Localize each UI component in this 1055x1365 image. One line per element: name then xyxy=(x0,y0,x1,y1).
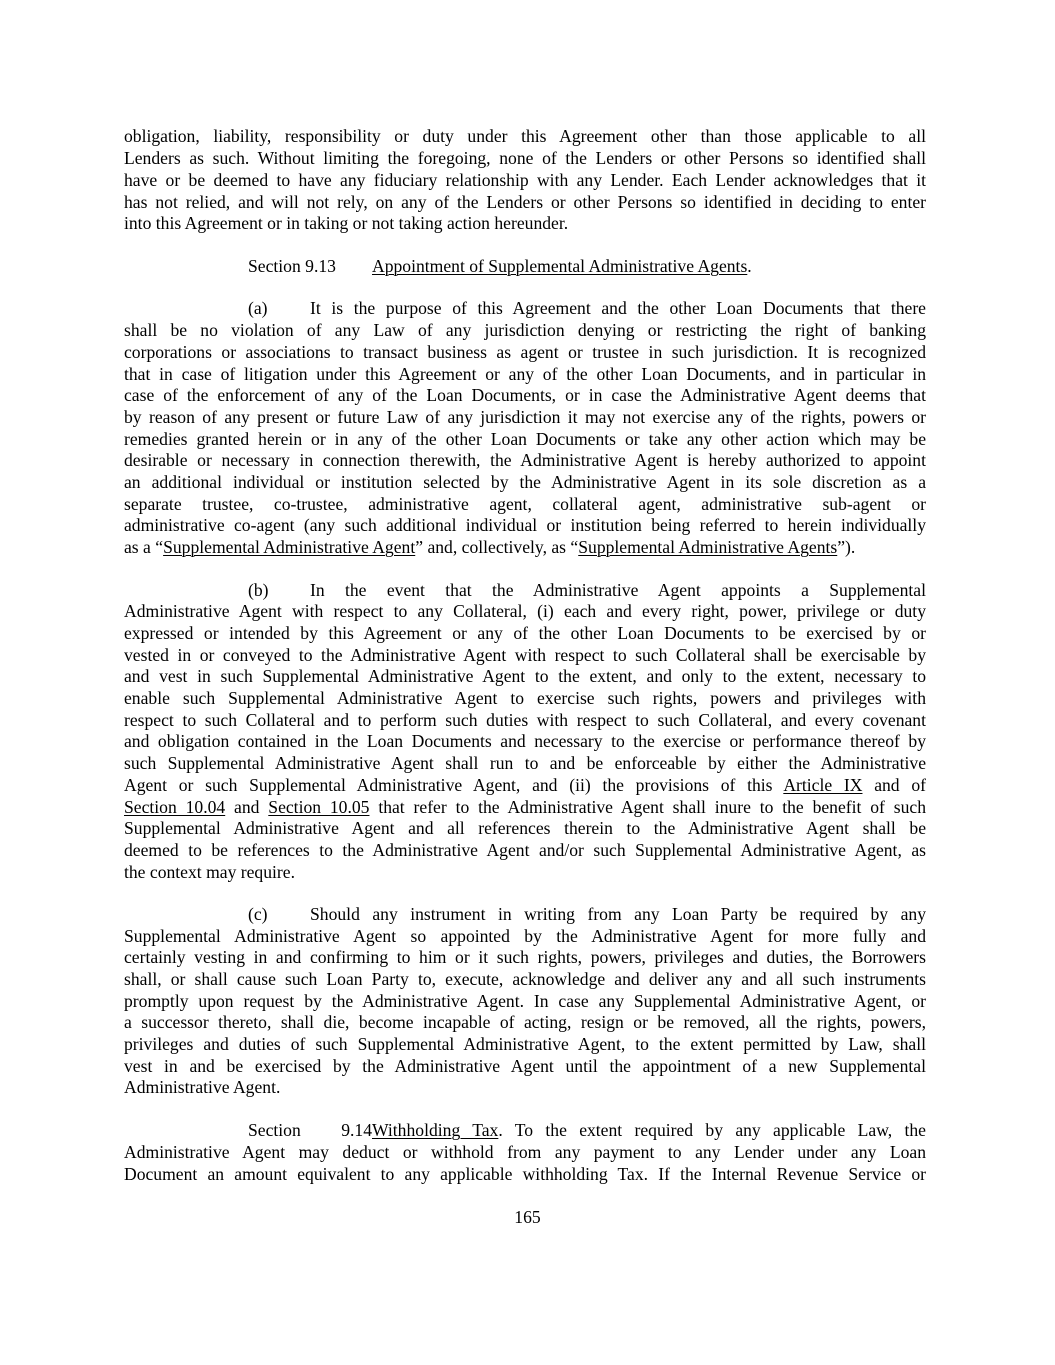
paragraph-label: (c) xyxy=(248,904,268,924)
section-title-period: . xyxy=(747,256,752,276)
text-line: shall, or shall cause such Loan Party to, execute, acknowledge and deliver any and all such instruments xyxy=(124,969,926,989)
defined-term: Supplemental Administrative Agent xyxy=(163,537,416,557)
text-line: shall be no violation of any Law of any jurisdiction denying or restricting the right of banking xyxy=(124,320,926,340)
text-line: expressed or intended by this Agreement or any of the other Loan Documents to be exercised by or xyxy=(124,623,926,643)
text-line: Document an amount equivalent to any applicable withholding Tax. If the Internal Revenue Service or xyxy=(124,1164,926,1184)
text-line: obligation, liability, responsibility or duty under this Agreement other than those applicable to all xyxy=(124,126,926,146)
text-line: has not relied, and will not rely, on any of the Lenders or other Persons so identified in deciding to enter xyxy=(124,192,926,212)
text-run: and of xyxy=(862,775,927,795)
text-line: Administrative Agent with respect to any Collateral, (i) each and every right, power, privilege or duty xyxy=(124,601,926,621)
text-run: as a “ xyxy=(124,537,164,557)
paragraph-text: Should any instrument in writing from any Loan Party be required by any xyxy=(310,904,926,924)
text-line: promptly upon request by the Administrative Agent. In case any Supplemental Administrative Agent, or xyxy=(124,991,926,1011)
text-line: vest in and be exercised by the Administrative Agent until the appointment of a new Supplemental xyxy=(124,1056,926,1076)
text-line: Lenders as such. Without limiting the foregoing, none of the Lenders or other Persons so identified shall xyxy=(124,148,926,168)
text-run: that refer to the Administrative Agent shall inure to the benefit of such xyxy=(369,797,926,817)
text-line: Administrative Agent may deduct or withhold from any payment to any Lender under any Loan xyxy=(124,1142,926,1162)
article-ix-link[interactable]: Article IX xyxy=(783,775,863,795)
paragraph-first-line xyxy=(248,579,926,601)
text-line: desirable or necessary in connection therewith, the Administrative Agent is hereby authorized to appoint xyxy=(124,450,926,470)
section-10-05-link[interactable]: Section 10.05 xyxy=(268,797,370,817)
section-number: Section 9.13 xyxy=(248,256,336,276)
text-line: that in case of litigation under this Agreement or any of the other Loan Documents, and in particular in xyxy=(124,364,926,384)
section-9-14-first-line xyxy=(248,1119,926,1141)
text-run: Agent or such Supplemental Administrative Agent, and (ii) the provisions of this xyxy=(124,775,784,795)
text-line: an additional individual or institution selected by the Administrative Agent in its sole discretion as a xyxy=(124,472,926,492)
paragraph-text: It is the purpose of this Agreement and the other Loan Documents that there xyxy=(310,298,926,318)
text-line: remedies granted herein or in any of the other Loan Documents or take any other action which may be xyxy=(124,429,926,449)
section-9-13-heading xyxy=(248,255,752,277)
paragraph-first-line xyxy=(248,903,926,925)
text-run: ” and, collectively, as “ xyxy=(415,537,579,557)
text-line: and obligation contained in the Loan Documents and necessary to the exercise or performance thereof by xyxy=(124,731,926,751)
text-run: ”). xyxy=(837,537,856,557)
defined-term: Supplemental Administrative Agents xyxy=(578,537,838,557)
text-line: and vest in such Supplemental Administrative Agent to the extent, and only to the extent, necessary to xyxy=(124,666,926,686)
text-line: a successor thereto, shall die, become incapable of acting, resign or be removed, all the rights, powers, xyxy=(124,1012,926,1032)
section-title: Appointment of Supplemental Administrative Agents xyxy=(372,256,748,276)
text-line: Supplemental Administrative Agent and all references therein to the Administrative Agent shall be xyxy=(124,818,926,838)
text-line: vested in or conveyed to the Administrative Agent with respect to such Collateral shall be exercisable by xyxy=(124,645,926,665)
text-line: respect to such Collateral and to perform such duties with respect to such Collateral, and every covenant xyxy=(124,710,926,730)
text-line: have or be deemed to have any fiduciary relationship with any Lender. Each Lender acknowledges that it xyxy=(124,170,926,190)
text-line: such Supplemental Administrative Agent shall run to and be enforceable by either the Administrative xyxy=(124,753,926,773)
text-line: case of the enforcement of any of the Loan Documents, or in case the Administrative Agent deems that xyxy=(124,385,926,405)
text-line: enable such Supplemental Administrative Agent to exercise such rights, powers and privileges with xyxy=(124,688,926,708)
paragraph-first-line xyxy=(248,297,926,319)
text-line: administrative co-agent (any such additional individual or institution being referred to herein individually xyxy=(124,515,926,535)
text-line xyxy=(124,536,926,558)
section-number: Section 9.14 xyxy=(248,1120,372,1140)
text-run: . To the extent required by any applicable Law, the xyxy=(498,1120,926,1140)
paragraph-text: In the event that the Administrative Agent appoints a Supplemental xyxy=(310,580,926,600)
text-line: Administrative Agent. xyxy=(124,1077,281,1097)
text-line xyxy=(124,774,926,796)
paragraph-label: (a) xyxy=(248,298,268,318)
text-line: the context may require. xyxy=(124,862,295,882)
page-number: 165 xyxy=(514,1207,541,1227)
text-run: and xyxy=(225,797,269,817)
text-line: privileges and duties of such Supplemental Administrative Agent, to the extent permitted by Law, shall xyxy=(124,1034,926,1054)
text-line: by reason of any present or future Law of any jurisdiction it may not exercise any of the rights, powers or xyxy=(124,407,926,427)
text-line: separate trustee, co-trustee, administrative agent, collateral agent, administrative sub-agent or xyxy=(124,494,926,514)
paragraph-label: (b) xyxy=(248,580,269,600)
text-line: deemed to be references to the Administrative Agent and/or such Supplemental Administrative Agent, as xyxy=(124,840,926,860)
text-line: corporations or associations to transact business as agent or trustee in such jurisdiction. It is recognized xyxy=(124,342,926,362)
text-line: Supplemental Administrative Agent so appointed by the Administrative Agent for more fully and xyxy=(124,926,926,946)
section-title: Withholding Tax xyxy=(372,1120,499,1140)
text-line: into this Agreement or in taking or not taking action hereunder. xyxy=(124,213,569,233)
section-10-04-link[interactable]: Section 10.04 xyxy=(124,797,226,817)
text-line: certainly vesting in and confirming to him or it such rights, powers, privileges and duties, the Borrowers xyxy=(124,947,926,967)
text-line xyxy=(124,796,926,818)
